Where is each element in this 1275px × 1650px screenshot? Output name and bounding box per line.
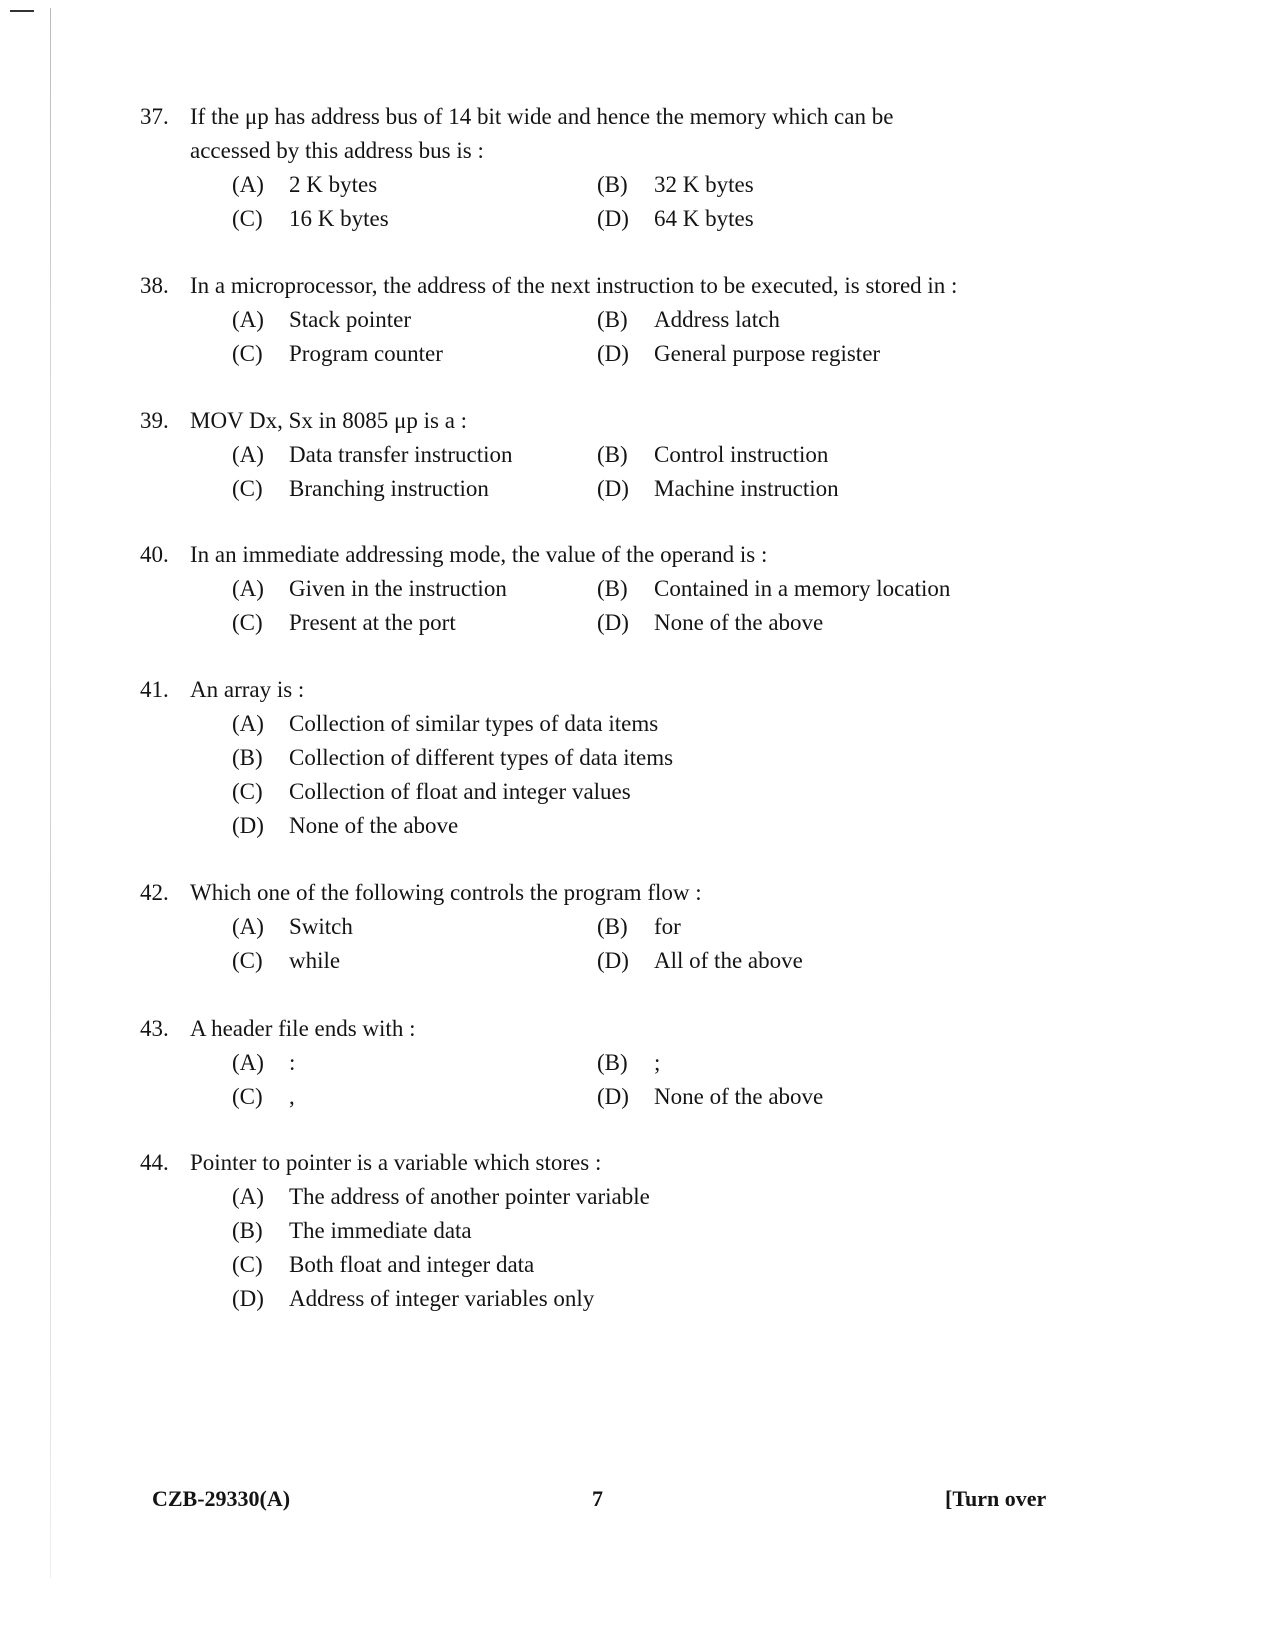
option-text: Both float and integer data bbox=[289, 1252, 535, 1277]
option-c bbox=[232, 337, 597, 371]
option-text: Address latch bbox=[654, 307, 780, 332]
question-number: 41. bbox=[140, 677, 169, 702]
option-a bbox=[232, 707, 1000, 741]
option-b bbox=[597, 1046, 1000, 1080]
option-label: (D) bbox=[597, 948, 629, 973]
question-42 bbox=[140, 876, 1000, 978]
option-label: (D) bbox=[232, 1286, 264, 1311]
options-grid bbox=[232, 910, 1000, 978]
option-label: (D) bbox=[597, 206, 629, 231]
option-b bbox=[597, 303, 1000, 337]
question-number: 39. bbox=[140, 408, 169, 433]
question-text: In a microprocessor, the address of the next instruction to be executed, is stored in : bbox=[190, 273, 958, 298]
option-label: (C) bbox=[232, 1252, 263, 1277]
scan-margin-line bbox=[50, 8, 51, 1578]
option-text: None of the above bbox=[654, 610, 824, 635]
option-a bbox=[232, 168, 597, 202]
option-b bbox=[232, 1214, 1000, 1248]
option-label: (B) bbox=[597, 576, 628, 601]
option-text: Address of integer variables only bbox=[289, 1286, 595, 1311]
option-d bbox=[597, 472, 1000, 506]
option-label: (C) bbox=[232, 476, 263, 501]
option-text: 16 K bytes bbox=[289, 206, 389, 231]
option-c bbox=[232, 202, 597, 236]
option-text: while bbox=[289, 948, 341, 973]
question-text: An array is : bbox=[190, 677, 305, 702]
option-text: Contained in a memory location bbox=[654, 576, 951, 601]
option-a bbox=[232, 1180, 1000, 1214]
option-text: None of the above bbox=[289, 813, 459, 838]
question-number: 44. bbox=[140, 1150, 169, 1175]
option-text: 2 K bytes bbox=[289, 172, 378, 197]
question-number: 37. bbox=[140, 104, 169, 129]
option-text: for bbox=[654, 914, 681, 939]
option-text: Collection of different types of data items bbox=[289, 745, 674, 770]
option-label: (B) bbox=[232, 1218, 263, 1243]
page-number: 7 bbox=[592, 1486, 603, 1511]
option-c bbox=[232, 1080, 597, 1114]
question-44 bbox=[140, 1146, 1000, 1316]
option-label: (D) bbox=[597, 610, 629, 635]
paper-code: CZB-29330(A) bbox=[152, 1486, 291, 1511]
option-text: General purpose register bbox=[654, 341, 881, 366]
option-a bbox=[232, 438, 597, 472]
option-text: Collection of float and integer values bbox=[289, 779, 631, 804]
option-label: (A) bbox=[232, 711, 264, 736]
options-grid bbox=[232, 168, 1000, 236]
option-text: : bbox=[289, 1050, 296, 1075]
option-text: , bbox=[289, 1084, 295, 1109]
option-label: (A) bbox=[232, 307, 264, 332]
option-b bbox=[597, 168, 1000, 202]
option-text: Collection of similar types of data items bbox=[289, 711, 659, 736]
question-text: MOV Dx, Sx in 8085 μp is a : bbox=[190, 408, 468, 433]
option-text: Given in the instruction bbox=[289, 576, 507, 601]
option-c bbox=[232, 944, 597, 978]
scan-corner-mark bbox=[10, 10, 34, 12]
question-38 bbox=[140, 269, 1000, 371]
option-text: The address of another pointer variable bbox=[289, 1184, 650, 1209]
question-number: 38. bbox=[140, 273, 169, 298]
option-label: (C) bbox=[232, 948, 263, 973]
turn-over-note: [Turn over bbox=[945, 1486, 1047, 1511]
option-text: Control instruction bbox=[654, 442, 829, 467]
option-text: 64 K bytes bbox=[654, 206, 754, 231]
option-text: 32 K bytes bbox=[654, 172, 754, 197]
option-a bbox=[232, 910, 597, 944]
question-41 bbox=[140, 673, 1000, 843]
options-grid bbox=[232, 1046, 1000, 1114]
option-text: ; bbox=[654, 1050, 661, 1075]
option-d bbox=[232, 1282, 1000, 1316]
option-b bbox=[597, 572, 1000, 606]
options-list bbox=[232, 707, 1000, 843]
option-text: None of the above bbox=[654, 1084, 824, 1109]
question-text: Which one of the following controls the program flow : bbox=[190, 880, 702, 905]
option-text: Branching instruction bbox=[289, 476, 489, 501]
option-label: (C) bbox=[232, 206, 263, 231]
option-label: (C) bbox=[232, 610, 263, 635]
option-label: (C) bbox=[232, 341, 263, 366]
option-label: (B) bbox=[232, 745, 263, 770]
option-b bbox=[597, 910, 1000, 944]
option-d bbox=[597, 1080, 1000, 1114]
option-text: Present at the port bbox=[289, 610, 456, 635]
option-d bbox=[597, 202, 1000, 236]
option-label: (B) bbox=[597, 172, 628, 197]
option-label: (A) bbox=[232, 1050, 264, 1075]
option-text: Stack pointer bbox=[289, 307, 411, 332]
question-40 bbox=[140, 538, 1000, 640]
options-grid bbox=[232, 438, 1000, 506]
option-label: (B) bbox=[597, 1050, 628, 1075]
question-text: In an immediate addressing mode, the value of the operand is : bbox=[190, 542, 768, 567]
option-label: (B) bbox=[597, 914, 628, 939]
option-b bbox=[597, 438, 1000, 472]
option-label: (A) bbox=[232, 442, 264, 467]
question-text: Pointer to pointer is a variable which stores : bbox=[190, 1150, 602, 1175]
option-label: (A) bbox=[232, 1184, 264, 1209]
option-text: Program counter bbox=[289, 341, 443, 366]
option-label: (C) bbox=[232, 1084, 263, 1109]
options-grid bbox=[232, 303, 1000, 371]
option-d bbox=[597, 337, 1000, 371]
option-text: Data transfer instruction bbox=[289, 442, 513, 467]
option-label: (D) bbox=[597, 1084, 629, 1109]
option-c bbox=[232, 606, 597, 640]
option-label: (D) bbox=[597, 476, 629, 501]
option-label: (D) bbox=[597, 341, 629, 366]
option-label: (A) bbox=[232, 172, 264, 197]
question-text: A header file ends with : bbox=[190, 1016, 416, 1041]
options-grid bbox=[232, 572, 1000, 640]
option-text: Switch bbox=[289, 914, 353, 939]
option-label: (A) bbox=[232, 914, 264, 939]
option-label: (D) bbox=[232, 813, 264, 838]
option-a bbox=[232, 303, 597, 337]
question-number: 42. bbox=[140, 880, 169, 905]
option-a bbox=[232, 1046, 597, 1080]
option-d bbox=[597, 606, 1000, 640]
options-list bbox=[232, 1180, 1000, 1316]
question-number: 40. bbox=[140, 542, 169, 567]
option-d bbox=[232, 809, 1000, 843]
option-text: All of the above bbox=[654, 948, 803, 973]
option-text: The immediate data bbox=[289, 1218, 472, 1243]
option-label: (A) bbox=[232, 576, 264, 601]
question-text: If the μp has address bus of 14 bit wide and hence the memory which can be accessed by this address bus is : bbox=[190, 104, 894, 163]
question-number: 43. bbox=[140, 1016, 169, 1041]
option-c bbox=[232, 1248, 1000, 1282]
option-c bbox=[232, 472, 597, 506]
question-39 bbox=[140, 404, 1000, 506]
option-b bbox=[232, 741, 1000, 775]
option-c bbox=[232, 775, 1000, 809]
option-a bbox=[232, 572, 597, 606]
option-label: (B) bbox=[597, 307, 628, 332]
option-d bbox=[597, 944, 1000, 978]
question-37 bbox=[140, 100, 1000, 236]
option-label: (B) bbox=[597, 442, 628, 467]
question-43 bbox=[140, 1012, 1000, 1114]
option-text: Machine instruction bbox=[654, 476, 839, 501]
option-label: (C) bbox=[232, 779, 263, 804]
